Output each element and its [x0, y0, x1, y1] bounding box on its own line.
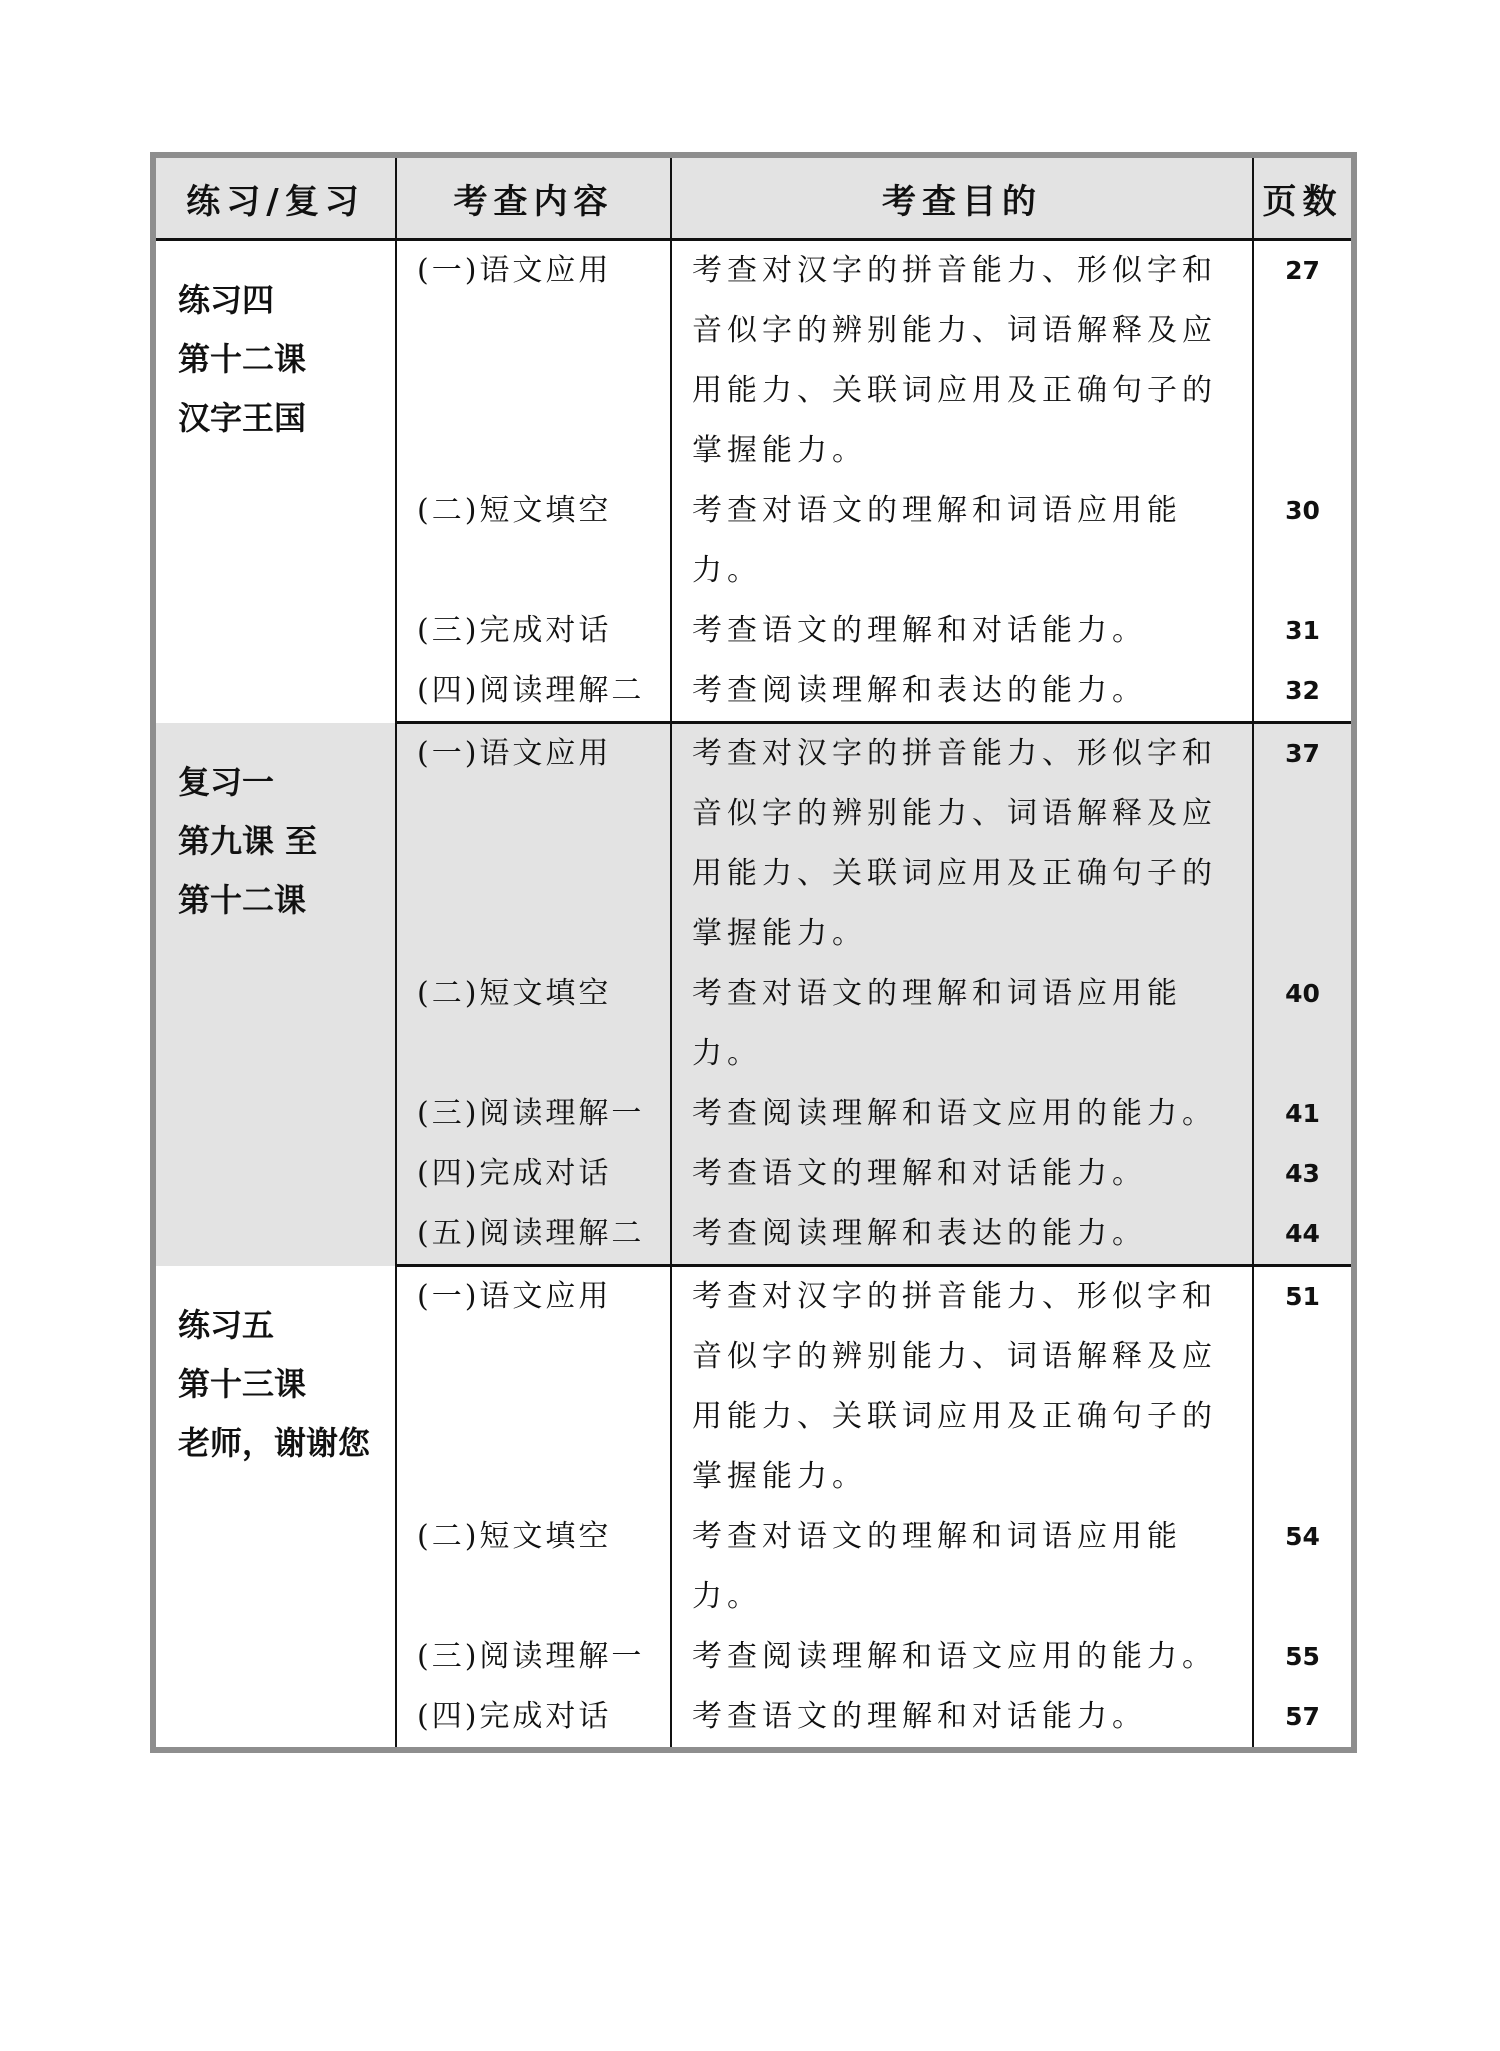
- exam-content: (三)阅读理解一: [396, 1627, 671, 1687]
- header-row: [153, 155, 1354, 240]
- exam-purpose: 考查阅读理解和表达的能力。: [671, 661, 1253, 723]
- exam-purpose: 考查阅读理解和语文应用的能力。: [671, 1084, 1253, 1144]
- page-number: 41: [1253, 1084, 1354, 1144]
- page-number: 55: [1253, 1627, 1354, 1687]
- section-title-line: 练习五: [178, 1305, 275, 1344]
- page-number: 31: [1253, 601, 1354, 661]
- section-title-line: 老师，谢谢您: [178, 1423, 371, 1462]
- section-title-line: 第十三课: [178, 1364, 307, 1403]
- section-title-line: 第十二课: [178, 880, 307, 919]
- exam-purpose: 考查语文的理解和对话能力。: [671, 1687, 1253, 1750]
- exam-content: (一)语文应用: [396, 1266, 671, 1508]
- page-number: 40: [1253, 964, 1354, 1084]
- section-title-line: 第九课 至: [178, 821, 318, 860]
- page-number: 57: [1253, 1687, 1354, 1750]
- exam-content: (三)阅读理解一: [396, 1084, 671, 1144]
- section-title-line: 练习四: [178, 281, 275, 319]
- exam-purpose: 考查语文的理解和对话能力。: [671, 1144, 1253, 1204]
- exam-content: (三)完成对话: [396, 601, 671, 661]
- table-row: [153, 1266, 1354, 1508]
- page-number: 37: [1253, 723, 1354, 965]
- header-page: 页数: [1253, 155, 1354, 240]
- page-number: 54: [1253, 1507, 1354, 1627]
- page-number: 51: [1253, 1266, 1354, 1508]
- exam-purpose: 考查对语文的理解和词语应用能力。: [671, 1507, 1253, 1627]
- exam-content: (四)完成对话: [396, 1144, 671, 1204]
- section-title-line: 第十二课: [178, 340, 307, 378]
- section-title: [153, 723, 396, 1266]
- exam-content: (二)短文填空: [396, 481, 671, 601]
- header-purpose: 考查目的: [671, 155, 1253, 240]
- exam-purpose: 考查阅读理解和语文应用的能力。: [671, 1627, 1253, 1687]
- exam-purpose: 考查阅读理解和表达的能力。: [671, 1204, 1253, 1266]
- table-row: [153, 723, 1354, 965]
- page-number: 43: [1253, 1144, 1354, 1204]
- section-title: [153, 1266, 396, 1751]
- section-title-line: 汉字王国: [178, 399, 307, 437]
- exam-content: (四)阅读理解二: [396, 661, 671, 723]
- exam-content: (四)完成对话: [396, 1687, 671, 1750]
- section-title: [153, 240, 396, 723]
- exam-content: (二)短文填空: [396, 964, 671, 1084]
- page-number: 44: [1253, 1204, 1354, 1266]
- exam-purpose: 考查对汉字的拼音能力、形似字和音似字的辨别能力、词语解释及应用能力、关联词应用及正确句子的掌握能力。: [671, 240, 1253, 482]
- exam-content: (五)阅读理解二: [396, 1204, 671, 1266]
- exam-content: (一)语文应用: [396, 723, 671, 965]
- header-content: 考查内容: [396, 155, 671, 240]
- exam-purpose: 考查对汉字的拼音能力、形似字和音似字的辨别能力、词语解释及应用能力、关联词应用及正确句子的掌握能力。: [671, 723, 1253, 965]
- page-number: 27: [1253, 240, 1354, 482]
- page-number: 32: [1253, 661, 1354, 723]
- exam-purpose: 考查对语文的理解和词语应用能力。: [671, 964, 1253, 1084]
- exam-content: (二)短文填空: [396, 1507, 671, 1627]
- exam-purpose: 考查对汉字的拼音能力、形似字和音似字的辨别能力、词语解释及应用能力、关联词应用及正确句子的掌握能力。: [671, 1266, 1253, 1508]
- exam-purpose: 考查对语文的理解和词语应用能力。: [671, 481, 1253, 601]
- header-section: 练习/复习: [153, 155, 396, 240]
- section-title-line: 复习一: [178, 762, 275, 801]
- page-number: 30: [1253, 481, 1354, 601]
- exam-content: (一)语文应用: [396, 240, 671, 482]
- table-row: [153, 240, 1354, 482]
- exam-purpose: 考查语文的理解和对话能力。: [671, 601, 1253, 661]
- contents-table: [150, 152, 1357, 1753]
